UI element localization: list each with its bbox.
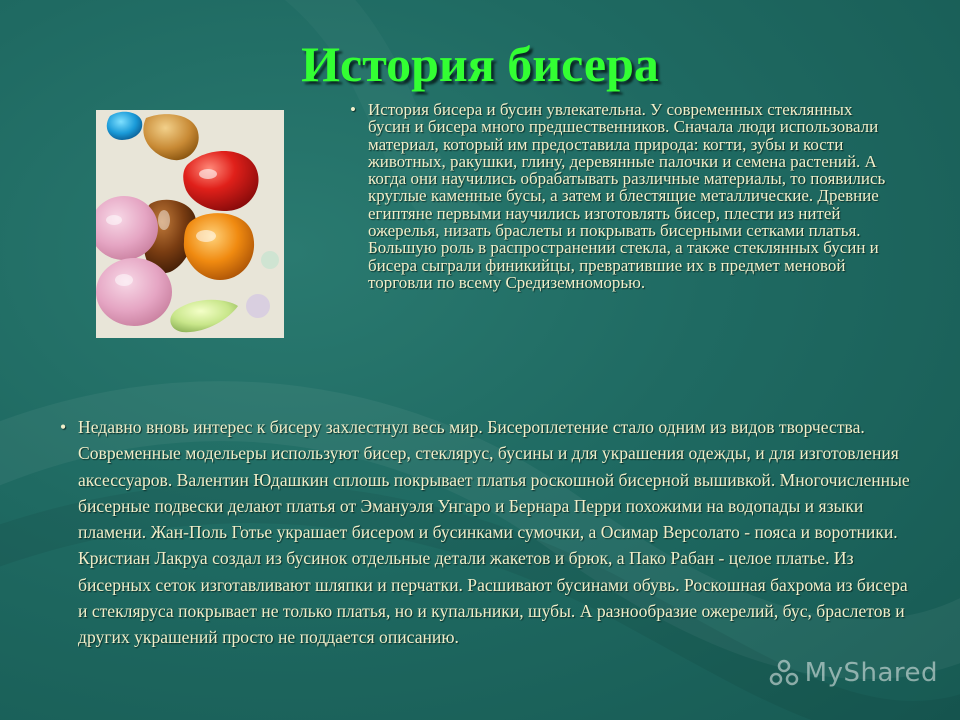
modern-paragraph-text: Недавно вновь интерес к бисеру захлестнул весь мир. Бисероплетение стало одним из видов творчества. Современные модельеры используют бисер, стеклярус, бусины и для украшения одежды, и для изготовления аксессуаров. Валентин Юдашкин сплошь покрывает платья роскошной бисерной вышивкой. Многочисленные бисерные подвески делают платья от Эмануэля Унгаро и Бернара Перри похожими на водопады и языки пламени. Жан-Поль Готье украшает бисером и бусинками сумочки, а Осимар Версолато - пояса и воротники. Кристиан Лакруа создал из бусинок отдельные детали жакетов и брюк, а Пако Рабан - целое платье. Из бисерных сеток изготавливают шляпки и перчатки. Расшивают бусинами обувь. Роскошная бахрома из бисера и стекляруса покрывает не только платья, но и купальники, шубы. А разнообразие ожерелий, бус, браслетов и других украшений просто не поддается описанию. <box>78 417 910 648</box>
bullet-marker: • <box>60 417 67 437</box>
beads-photo <box>96 110 284 338</box>
intro-paragraph <box>350 100 896 292</box>
myshared-logo-icon <box>769 658 799 688</box>
bullet-marker: • <box>350 100 356 119</box>
modern-paragraph <box>60 414 912 651</box>
watermark <box>769 658 938 688</box>
intro-paragraph-text: История бисера и бусин увлекательна. У современных стеклянных бусин и бисера много предшественников. Сначала люди использовали материал, который им предоставила природа: когти, зубы и кости животных, ракушки, глину, деревянные палочки и семена растений. А когда они научились обрабатывать различные материалы, то появились круглые каменные бусы, а затем и блестящие металлические. Древние египтяне первыми научились изготовлять бисер, плести из нитей ожерелья, низать браслеты и покрывать бисерными сетками платья. Большую роль в распространении стекла, а также стеклянных бусин и бисера сыграли финикийцы, превратившие их в предмет меновой торговли по всему Средиземноморью. <box>368 100 886 292</box>
watermark-text: MyShared <box>804 658 938 688</box>
slide-title: История бисера <box>301 36 659 92</box>
